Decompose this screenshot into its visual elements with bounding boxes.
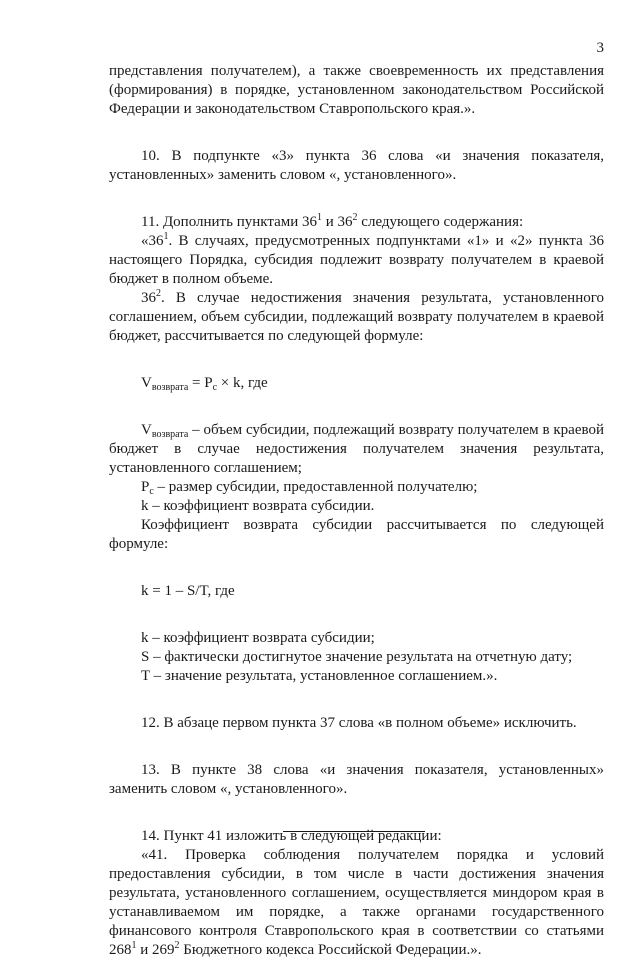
page-number: 3 bbox=[596, 40, 604, 56]
definition-s: S – фактически достигнутое значение результата на отчетную дату; bbox=[141, 649, 573, 665]
item-13: 13. В пункте 38 слова «и значения показателя, установленных» заменить словом «, установленного». bbox=[109, 762, 604, 797]
document-body bbox=[109, 62, 604, 960]
definition-k-2: k – коэффициент возврата субсидии; bbox=[141, 630, 375, 646]
item-11-paragraph-36-1: «$36^1$. В случаях, предусмотренных подпунктами «1» и «2» пункта 36 настоящего Порядка, субсидия подлежит возврату получателем в краевой бюджет в полном объеме. bbox=[109, 231, 604, 287]
item-12: 12. В абзаце первом пункта 37 слова «в полном объеме» исключить. bbox=[141, 715, 577, 731]
formula-coefficient: k = 1 – S/T, где bbox=[141, 583, 235, 599]
formula-refund-volume: $V_{возврата} = P_c \times k$, где bbox=[141, 375, 268, 393]
item-10: 10. В подпункте «3» пункта 36 слова «и значения показателя, установленных» заменить словом «, установленного». bbox=[109, 148, 604, 183]
item-14-intro: 14. Пункт 41 изложить в следующей редакции: bbox=[141, 828, 442, 844]
closing-rule bbox=[283, 831, 425, 832]
definition-pc: $P_c$ – размер субсидии, предоставленной получателю; bbox=[141, 479, 478, 497]
definition-v-refund: $V_{возврата}$ – объем субсидии, подлежащий возврату получателем в краевой бюджет в случае недостижения получателем значения результата, установленного соглашением; bbox=[109, 422, 604, 476]
item-14-text: «41. Проверка соблюдения получателем порядка и условий предоставления субсидии, в том числе в части достижения значения результата, установленного соглашением, осуществляется миндором края в устанавливаемом им порядке, а также органами государственного финансового контроля Ставропольского края в соответствии со статьями $268^1$ и $269^2$ Бюджетного кодекса Российской Федерации.». bbox=[109, 847, 604, 958]
item-11-paragraph-36-2: $36^2$. В случае недостижения значения результата, установленного соглашением, объем субсидии, подлежащий возврату получателем в краевой бюджет, рассчитывается по следующей формуле: bbox=[109, 288, 604, 344]
coefficient-intro: Коэффициент возврата субсидии рассчитывается по следующей формуле: bbox=[109, 517, 604, 552]
paragraph-continuation: представления получателем), а также своевременность их представления (формирования) в порядке, установленном законодательством Российской Федерации и законодательством Ставропольского края.». bbox=[109, 63, 604, 117]
definition-t: T – значение результата, установленное соглашением.». bbox=[141, 668, 498, 684]
item-11-intro: 11. Дополнить пунктами $36^1$ и $36^2$ следующего содержания: bbox=[141, 212, 524, 230]
definition-k: k – коэффициент возврата субсидии. bbox=[141, 498, 375, 514]
